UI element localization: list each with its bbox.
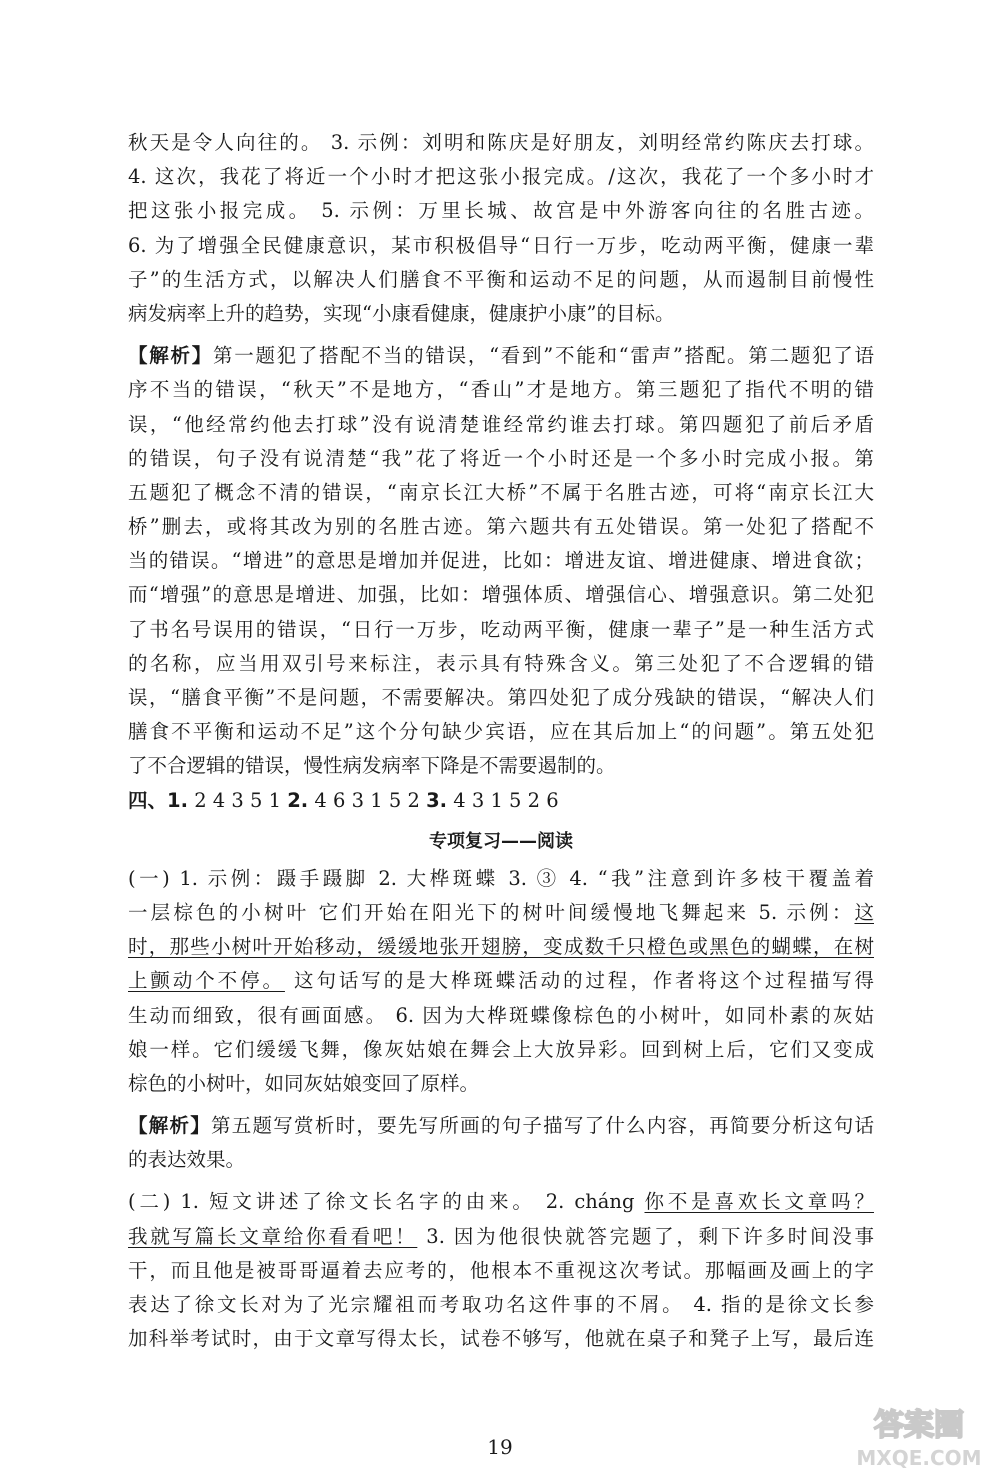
analysis-tag: 【解析】 [128, 1114, 212, 1138]
underlined-sentence: 我就写篇长文章给你看看吧！ [128, 1224, 418, 1248]
analysis-tag: 【解析】 [128, 344, 213, 368]
text-line: 表达了徐文长对为了光宗耀祖而考取功名这件事的不屑。 4. 指的是徐文长参 [128, 1293, 874, 1316]
answer-page-body [128, 126, 874, 1356]
text-line: 4. 这次，我花了将近一个小时才把这张小报完成。/这次，我花了一个多小时才 [128, 165, 874, 189]
text-line: 的名称，应当用双引号来标注，表示具有特殊含义。第三处犯了不合逻辑的错 [128, 651, 874, 675]
text-line: 序不当的错误，“秋天”不是地方，“香山”才是地方。第三题犯了指代不明的错 [128, 378, 874, 402]
text-line: 【解析】第一题犯了搭配不当的错误，“看到”不能和“雷声”搭配。第二题犯了语 [128, 344, 874, 368]
analysis-block-1 [128, 339, 874, 783]
text-line: 了不合逻辑的错误，慢性病发病率下降是不需要遏制的。 [128, 754, 616, 778]
text-line: 膳食不平衡和运动不足”这个分句缺少宾语，应在其后加上“的问题”。第五处犯 [128, 720, 874, 744]
text-line: 子”的生活方式，以解决人们膳食不平衡和运动不足的问题，从而遏制目前慢性 [128, 267, 874, 291]
underlined-sentence: 时，那些小树叶开始移动，缓缓地张开翅膀，变成数千只橙色或黑色的蝴蝶，在树 [128, 935, 874, 959]
watermark-text-top: 答案圈 [874, 1408, 964, 1443]
text-line: 一层棕色的小树叶 它们开始在阳光下的树叶间缓慢地飞舞起来 5. 示例：这 [128, 900, 874, 924]
text-line: 误，“他经常约他去打球”没有说清楚谁经常约谁去打球。第四题犯了前后矛盾 [128, 412, 874, 436]
text-line: 五题犯了概念不清的错误，“南京长江大桥”不属于名胜古迹，可将“南京长江大 [128, 480, 874, 504]
answer-block-sentences [128, 126, 874, 331]
text-line: 的表达效果。 [128, 1148, 246, 1172]
text-line: 误，“膳食平衡”不是问题，不需要解决。第四处犯了成分残缺的错误，“解决人们 [128, 686, 874, 709]
underlined-sentence: 这 [854, 900, 874, 924]
section-title: 专项复习——阅读 [429, 830, 573, 852]
text-line: 秋天是令人向往的。 3. 示例：刘明和陈庆是好朋友，刘明经常约陈庆去打球。 [128, 131, 874, 154]
text-line: 干，而且他是被哥哥逼着去应考的，他根本不重视这次考试。那幅画及画上的字 [128, 1258, 874, 1282]
text-line: 娘一样。它们缓缓飞舞，像灰姑娘在舞会上大放异彩。回到树上后，它们又变成 [128, 1037, 874, 1061]
text-line: 桥”删去，或将其改为别的名胜古迹。第六题共有五处错误。第一处犯了搭配不 [128, 515, 874, 539]
text-line: 了书名号误用的错误，“日行一万步，吃动两平衡，健康一辈子”是一种生活方式 [128, 617, 874, 641]
text-line: 加科举考试时，由于文章写得太长，试卷不够写，他就在桌子和凳子上写，最后连 [128, 1327, 874, 1351]
text-line: 当的错误。“增进”的意思是增加并促进，比如：增进友谊、增进健康、增进食欲； [128, 549, 874, 573]
underlined-sentence: 你不是喜欢长文章吗？ [644, 1190, 874, 1214]
text-line: (一) 1. 示例：蹑手蹑脚 2. 大桦斑蝶 3. ③ 4. “我”注意到许多枝干覆盖着 [128, 866, 874, 890]
watermark-text-bottom: MXQE.COM [856, 1446, 982, 1470]
reading-answer-1 [128, 862, 874, 1101]
reading-answer-2 [128, 1185, 874, 1356]
page-number: 19 [487, 1435, 513, 1459]
watermark-logo [844, 1395, 994, 1473]
text-line: 把这张小报完成。 5. 示例：万里长城、故宫是中外游客向往的名胜古迹。 [128, 199, 874, 223]
underlined-sentence: 上颤动个不停。 [128, 969, 285, 993]
analysis-block-2 [128, 1109, 874, 1177]
text-line: (二) 1. 短文讲述了徐文长名字的由来。 2. cháng 你不是喜欢长文章吗？ [128, 1190, 874, 1214]
text-line [128, 930, 874, 964]
text-line: 【解析】第五题写赏析时，要先写所画的句子描写了什么内容，再简要分析这句话 [128, 1114, 874, 1138]
text-line: 而“增强”的意思是增进、加强，比如：增强体质、增强信心、增强意识。第二处犯 [128, 583, 874, 607]
text-line: 病发病率上升的趋势，实现“小康看健康，健康护小康”的目标。 [128, 301, 675, 325]
text-line: 的错误，句子没有说清楚“我”花了将近一个小时还是一个多小时完成小报。第 [128, 446, 874, 470]
text-line: 我就写篇长文章给你看看吧！ 3. 因为他很快就答完题了，剩下许多时间没事 [128, 1224, 874, 1248]
text-line: 上颤动个不停。 这句话写的是大桦斑蝶活动的过程，作者将这个过程描写得 [128, 969, 874, 993]
text-line: 6. 为了增强全民健康意识，某市积极倡导“日行一万步，吃动两平衡，健康一辈 [128, 233, 874, 257]
ordering-answer-line: 四、1. 2 4 3 5 1 2. 4 6 3 1 5 2 3. 4 3 1 5 2 6 [128, 788, 559, 812]
text-line: 生动而细致，很有画面感。 6. 因为大桦斑蝶像棕色的小树叶，如同朴素的灰姑 [128, 1003, 874, 1027]
text-line: 棕色的小树叶，如同灰姑娘变回了原样。 [128, 1071, 480, 1095]
